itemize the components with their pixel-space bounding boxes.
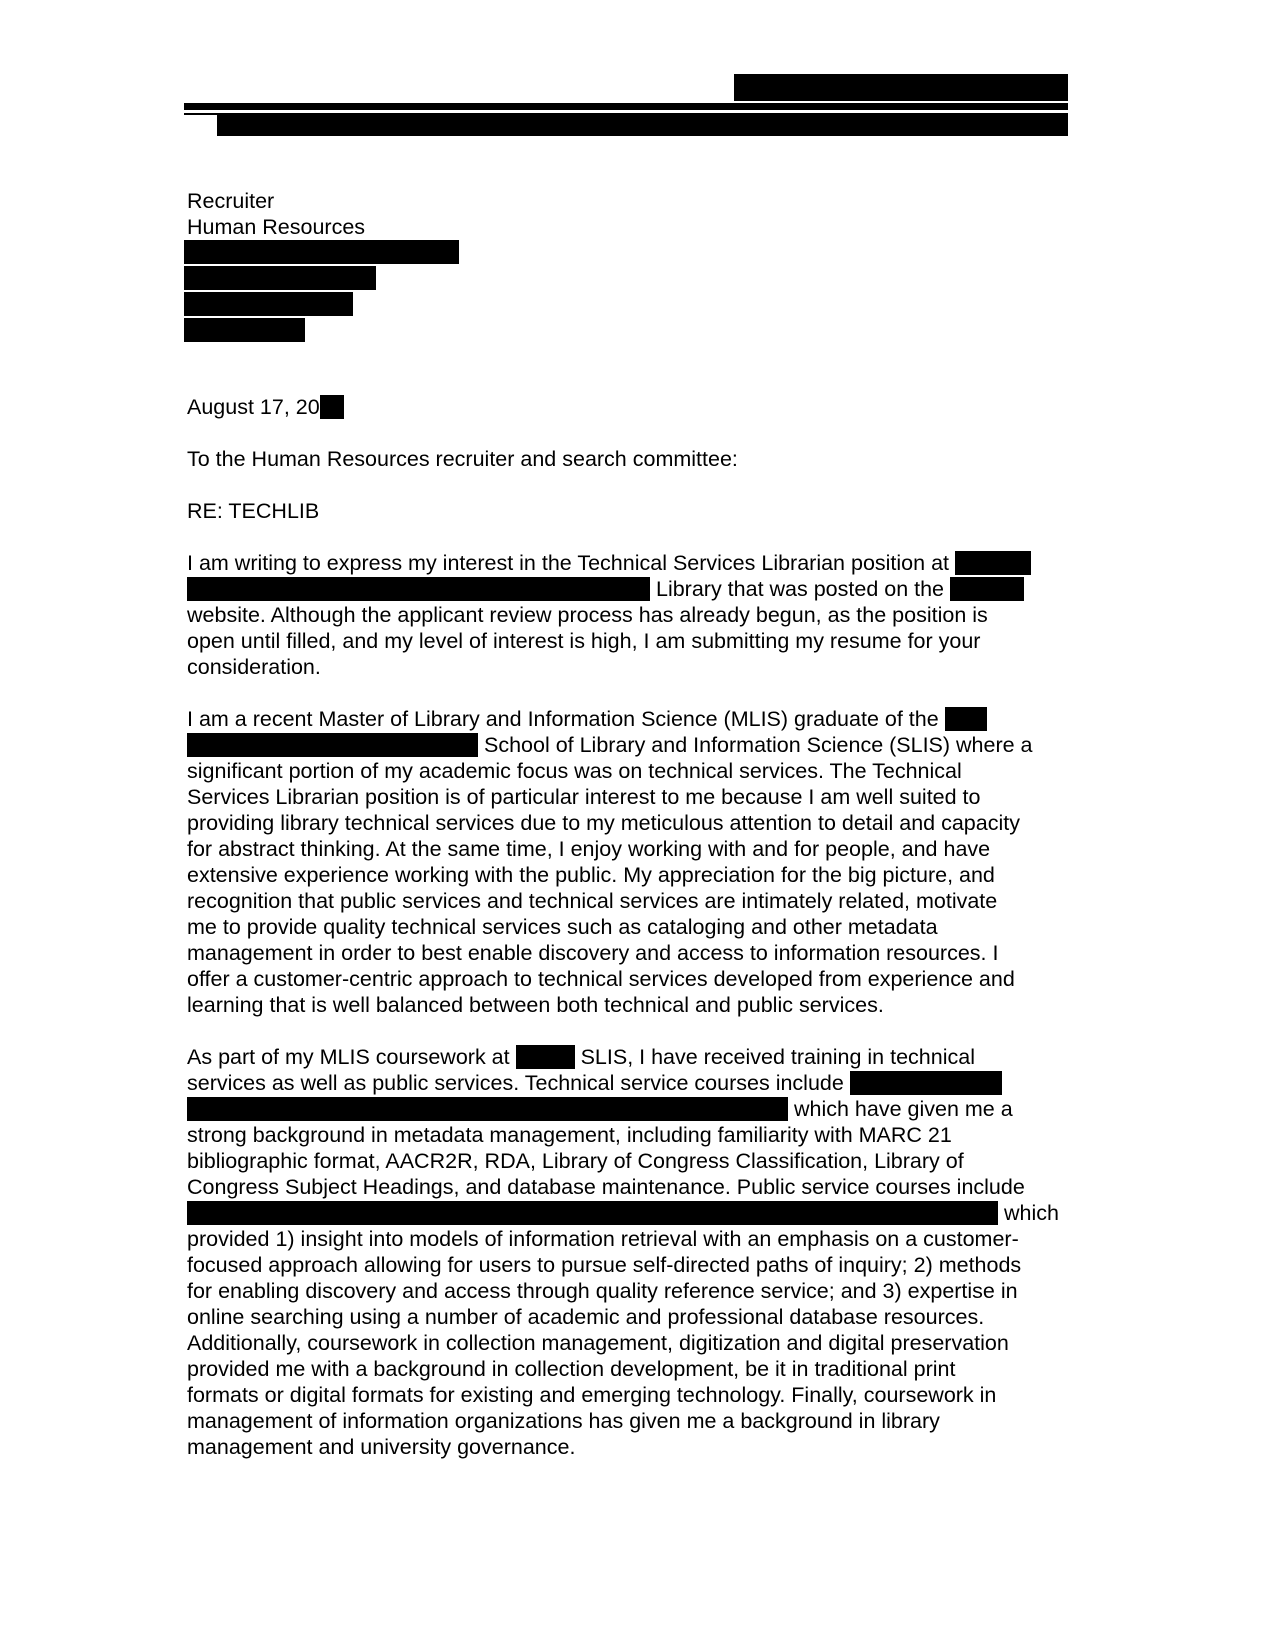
p2-line-8: recognition that public services and technical services are intimately related, motivate: [187, 889, 998, 913]
p3-line-4: strong background in metadata management, including familiarity with MARC 21: [187, 1123, 952, 1147]
re-line: RE: TECHLIB: [187, 499, 320, 523]
recipient-address-redaction-4: [184, 318, 305, 342]
recipient-address-redaction-2: [184, 266, 376, 290]
institution-redaction: [955, 551, 1031, 575]
school-redaction: [516, 1045, 575, 1069]
letterhead-name-redaction: [734, 74, 1068, 101]
p3-line-9: focused approach allowing for users to pursue self-directed paths of inquiry; 2) methods: [187, 1253, 1022, 1277]
p3-line-13: provided me with a background in collection development, be it in traditional print: [187, 1357, 956, 1381]
recipient-department: Human Resources: [187, 215, 366, 239]
p3-line-11: online searching using a number of academic and professional database resources.: [187, 1305, 985, 1329]
p3-line-16: management and university governance.: [187, 1435, 576, 1459]
p2-line-4: Services Librarian position is of particular interest to me because I am well suited to: [187, 785, 981, 809]
p2-line-7: extensive experience working with the public. My appreciation for the big picture, and: [187, 863, 995, 887]
p2-line-6: for abstract thinking. At the same time, I enjoy working with and for people, and have: [187, 837, 991, 861]
p1-line-5: consideration.: [187, 655, 321, 679]
letterhead-address-redaction: [217, 115, 1068, 136]
recipient-address-redaction-1: [184, 240, 459, 264]
p3-line-3: which have given me a: [187, 1096, 1013, 1122]
recipient-title: Recruiter: [187, 189, 275, 213]
p2-line-2: School of Library and Information Science (SLIS) where a: [187, 732, 1033, 758]
p3-line-8: provided 1) insight into models of information retrieval with an emphasis on a customer-: [187, 1227, 1019, 1251]
library-name-redaction: [187, 577, 650, 601]
p3-line-10: for enabling discovery and access through quality reference service; and 3) expertise in: [187, 1279, 1018, 1303]
p1-line-1: I am writing to express my interest in the Technical Services Librarian position at: [187, 550, 1031, 576]
letter-date: August 17, 20: [187, 394, 344, 420]
p1-line-2: Library that was posted on the: [187, 576, 1024, 602]
p2-line-9: me to provide quality technical services such as cataloging and other metadata: [187, 915, 938, 939]
p2-line-12: learning that is well balanced between both technical and public services.: [187, 993, 884, 1017]
p2-line-5: providing library technical services due to my meticulous attention to detail and capacity: [187, 811, 1020, 835]
p3-line-12: Additionally, coursework in collection management, digitization and digital preservation: [187, 1331, 1009, 1355]
p3-line-15: management of information organizations has given me a background in library: [187, 1409, 940, 1433]
letterhead-rule: [184, 103, 1068, 110]
p3-line-6: Congress Subject Headings, and database maintenance. Public service courses include: [187, 1175, 1025, 1199]
recipient-address-redaction-3: [184, 292, 353, 316]
technical-courses-redaction-2: [187, 1097, 788, 1121]
university-redaction-2: [187, 733, 478, 757]
salutation: To the Human Resources recruiter and search committee:: [187, 447, 738, 471]
p2-line-11: offer a customer-centric approach to technical services developed from experience and: [187, 967, 1015, 991]
university-redaction-1: [945, 707, 987, 731]
p3-line-1: As part of my MLIS coursework at SLIS, I have received training in technical: [187, 1045, 975, 1069]
public-courses-redaction: [187, 1201, 998, 1225]
p1-line-4: open until filled, and my level of interest is high, I am submitting my resume for your: [187, 629, 981, 653]
p2-line-1: I am a recent Master of Library and Information Science (MLIS) graduate of the: [187, 706, 987, 732]
p3-line-2: services as well as public services. Technical service courses include: [187, 1070, 1002, 1096]
technical-courses-redaction-1: [850, 1071, 1002, 1095]
website-name-redaction: [950, 577, 1024, 601]
p1-line-3: website. Although the applicant review process has already begun, as the position is: [187, 603, 988, 627]
p2-line-3: significant portion of my academic focus was on technical services. The Technical: [187, 759, 962, 783]
date-year-redaction: [320, 395, 344, 419]
p3-line-7: which: [187, 1200, 1059, 1226]
p2-line-10: management in order to best enable discovery and access to information resources. I: [187, 941, 999, 965]
p3-line-14: formats or digital formats for existing and emerging technology. Finally, coursework in: [187, 1383, 997, 1407]
p3-line-5: bibliographic format, AACR2R, RDA, Library of Congress Classification, Library of: [187, 1149, 964, 1173]
